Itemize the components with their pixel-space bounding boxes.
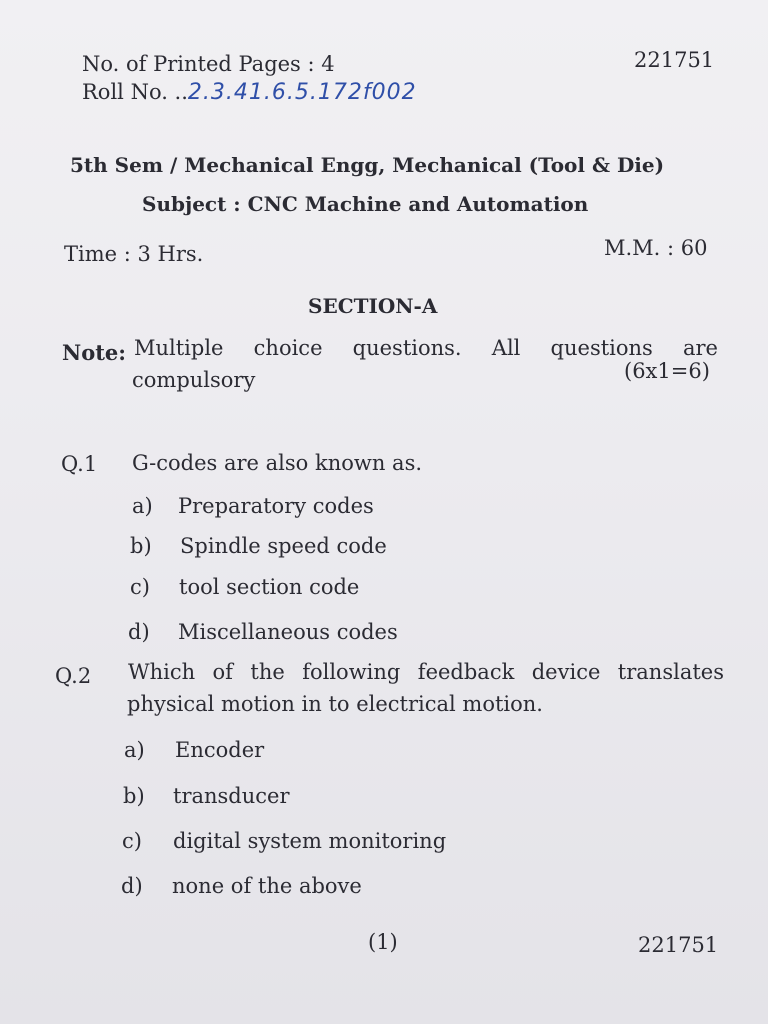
- question-number: Q.2: [55, 664, 92, 688]
- option-letter: b): [130, 534, 152, 558]
- option-letter: c): [122, 829, 142, 853]
- time-label: Time : 3 Hrs.: [64, 242, 204, 266]
- option-row: [122, 829, 446, 853]
- option-row: [130, 534, 387, 558]
- option-row: [121, 874, 362, 898]
- note-label: Note:: [62, 340, 127, 365]
- subject-line: Subject : CNC Machine and Automation: [142, 192, 589, 216]
- option-letter: d): [128, 620, 150, 644]
- roll-number-row: [82, 80, 417, 105]
- option-text: Spindle speed code: [180, 534, 387, 558]
- option-row: [128, 620, 398, 644]
- max-marks-label: M.M. : 60: [604, 236, 708, 260]
- printed-pages-label: No. of Printed Pages : 4: [82, 52, 335, 76]
- option-letter: b): [123, 784, 145, 808]
- option-text: none of the above: [172, 874, 362, 898]
- roll-number-handwritten: 2.3.41.6.5.172f002: [187, 80, 417, 105]
- option-letter: d): [121, 874, 143, 898]
- option-text: Miscellaneous codes: [178, 620, 398, 644]
- option-row: [130, 575, 359, 599]
- option-text: transducer: [173, 784, 290, 808]
- section-marks: (6x1=6): [624, 359, 710, 383]
- question-text-line-1: Which of the following feedback device translates: [128, 660, 724, 684]
- note-text-line-2: compulsory: [132, 368, 256, 392]
- option-text: Preparatory codes: [178, 494, 374, 518]
- option-letter: a): [124, 738, 145, 762]
- roll-number-label: Roll No. ..: [82, 80, 188, 104]
- paper-code-header: 221751: [634, 48, 715, 72]
- option-text: digital system monitoring: [173, 829, 447, 853]
- paper-code-footer: 221751: [638, 933, 719, 957]
- note-text-line-1: Multiple choice questions. All questions are: [134, 336, 718, 360]
- question-number: Q.1: [61, 452, 98, 476]
- page-number: (1): [368, 930, 398, 954]
- option-row: [124, 738, 264, 762]
- option-letter: c): [130, 575, 150, 599]
- question-text: G-codes are also known as.: [132, 451, 423, 475]
- option-text: tool section code: [179, 575, 360, 599]
- question-text-line-2: physical motion in to electrical motion.: [127, 692, 543, 716]
- semester-line: 5th Sem / Mechanical Engg, Mechanical (Tool & Die): [70, 153, 665, 177]
- option-text: Encoder: [175, 738, 265, 762]
- section-title: SECTION-A: [308, 294, 438, 318]
- option-row: [123, 784, 290, 808]
- option-letter: a): [132, 494, 153, 518]
- option-row: [132, 494, 374, 518]
